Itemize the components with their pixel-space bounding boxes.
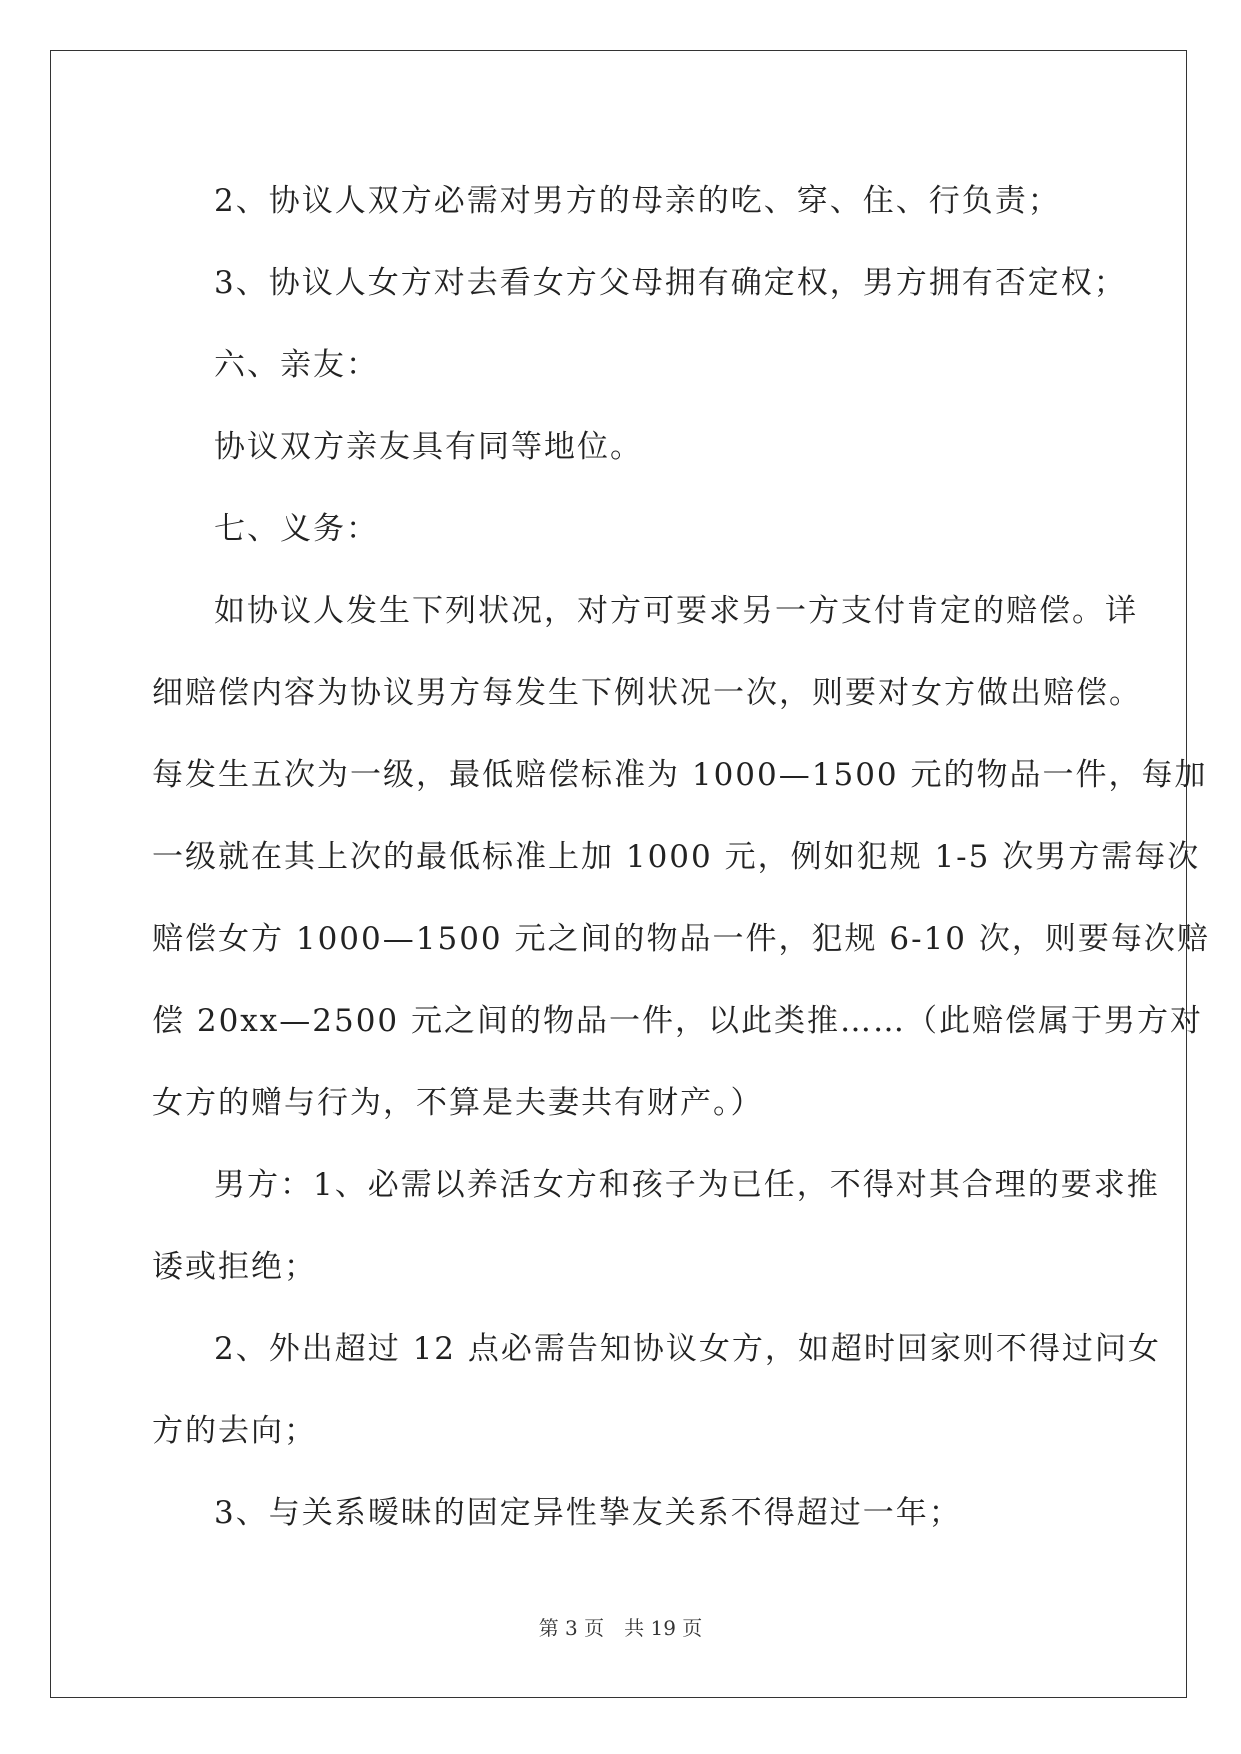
section-heading-obligations: 七、义务： <box>214 511 379 547</box>
text-line: 2、外出超过 12 点必需告知协议女方，如超时回家则不得过问女 <box>214 1331 1161 1367</box>
text-line: 每发生五次为一级，最低赔偿标准为 1000—1500 元的物品一件，每加 <box>152 757 1208 793</box>
text-line: 3、与关系暧昧的固定异性挚友关系不得超过一年； <box>214 1495 962 1531</box>
text-line: 一级就在其上次的最低标准上加 1000 元，例如犯规 1-5 次男方需每次 <box>152 839 1201 875</box>
paragraph-5 <box>152 488 1088 570</box>
text-line: 男方：1、必需以养活女方和孩子为已任，不得对其合理的要求推 <box>214 1167 1160 1203</box>
text-line: 偿 20xx—2500 元之间的物品一件，以此类推……（此赔偿属于男方对 <box>152 1003 1204 1039</box>
page-number-footer: 第 3 页 共 19 页 <box>538 1616 703 1640</box>
text-line: 3、协议人女方对去看女方父母拥有确定权，男方拥有否定权； <box>214 265 1127 301</box>
paragraph-1 <box>152 160 1088 242</box>
text-line: 协议双方亲友具有同等地位。 <box>214 429 643 465</box>
document-body <box>152 160 1210 1554</box>
paragraph-3 <box>152 324 1088 406</box>
paragraph-2 <box>152 242 1127 324</box>
paragraph-9 <box>152 1472 1088 1554</box>
paragraph-7 <box>152 1144 1160 1308</box>
section-heading-relatives: 六、亲友： <box>214 347 379 383</box>
text-line: 诿或拒绝； <box>152 1249 317 1285</box>
text-line: 2、协议人双方必需对男方的母亲的吃、穿、住、行负责； <box>214 183 1061 219</box>
text-line: 女方的赠与行为，不算是夫妻共有财产。） <box>152 1085 764 1121</box>
paragraph-6 <box>152 570 1210 1144</box>
paragraph-8 <box>152 1308 1161 1472</box>
text-line: 方的去向； <box>152 1413 317 1449</box>
text-line: 细赔偿内容为协议男方每发生下例状况一次，则要对女方做出赔偿。 <box>152 675 1142 711</box>
paragraph-4 <box>152 406 1088 488</box>
text-line: 如协议人发生下列状况，对方可要求另一方支付肯定的赔偿。详 <box>214 593 1138 629</box>
text-line: 赔偿女方 1000—1500 元之间的物品一件，犯规 6-10 次，则要每次赔 <box>152 921 1210 957</box>
